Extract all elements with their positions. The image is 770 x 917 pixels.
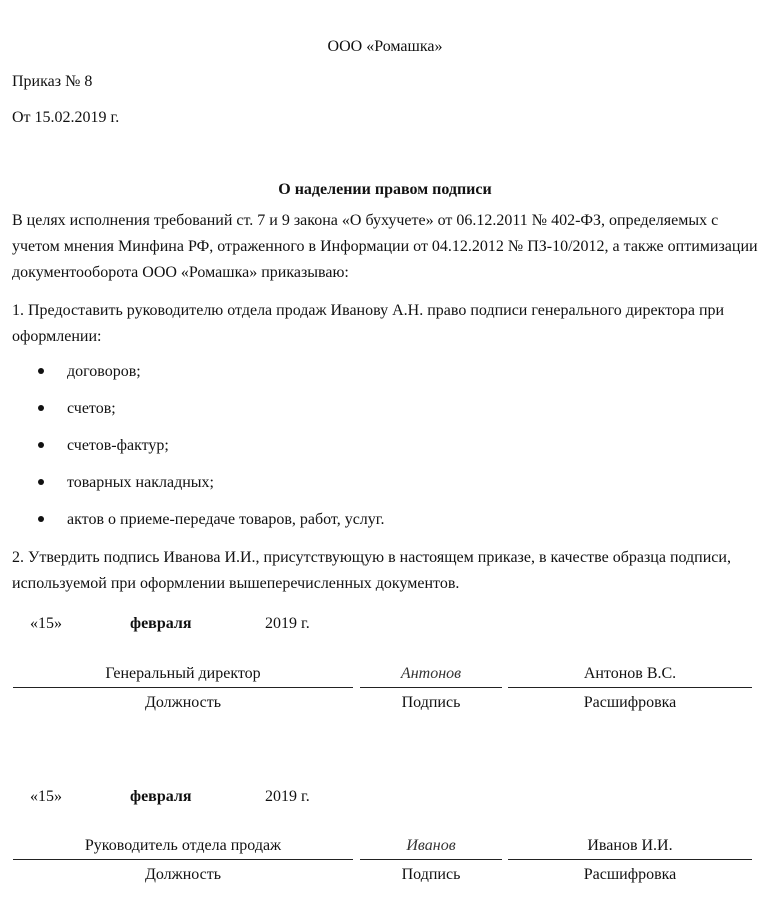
signature-underline bbox=[360, 859, 502, 860]
list-item-text: счетов-фактур; bbox=[67, 437, 169, 454]
signature-date-row bbox=[0, 614, 770, 638]
signer-name: Антонов В.С. bbox=[583, 665, 677, 682]
position-underline bbox=[13, 687, 353, 688]
position-underline bbox=[13, 859, 353, 860]
decryption-underline bbox=[508, 687, 752, 688]
signature-date-row bbox=[0, 787, 770, 811]
company-name: ООО «Ромашка» bbox=[327, 38, 443, 55]
signer-name: Иванов И.И. bbox=[587, 837, 673, 854]
date-month: февраля bbox=[130, 615, 192, 632]
signature-caption: Подпись bbox=[401, 694, 461, 711]
bullet-icon bbox=[38, 479, 44, 485]
signer-position: Руководитель отдела продаж bbox=[84, 837, 282, 854]
bullet-icon bbox=[38, 405, 44, 411]
date-day: «15» bbox=[30, 615, 62, 632]
document-types-list bbox=[38, 360, 385, 545]
preamble-paragraph: В целях исполнения требований ст. 7 и 9 закона «О бухучете» от 06.12.2011 № 402-ФЗ, определяемых с учетом мнения Минфина РФ, отраженного в Информации от 04.12.2012 № ПЗ-10/2012, а также оптимизации документооборота ООО «Ромашка» приказываю: bbox=[12, 212, 758, 281]
list-item bbox=[38, 508, 385, 545]
document-title: О наделении правом подписи bbox=[278, 181, 492, 198]
position-caption: Должность bbox=[144, 694, 222, 711]
handwritten-signature: Иванов bbox=[406, 837, 456, 854]
list-item-text: договоров; bbox=[67, 363, 141, 380]
decryption-underline bbox=[508, 859, 752, 860]
bullet-icon bbox=[38, 368, 44, 374]
sales-head-signature-block bbox=[0, 836, 770, 896]
signer-position: Генеральный директор bbox=[105, 665, 261, 682]
item-1-paragraph: 1. Предоставить руководителю отдела продаж Иванову А.Н. право подписи генерального директора при оформлении: bbox=[12, 302, 725, 345]
list-item-text: актов о приеме-передаче товаров, работ, услуг. bbox=[67, 511, 385, 528]
signature-caption: Подпись bbox=[401, 866, 461, 883]
date-year: 2019 г. bbox=[265, 788, 310, 805]
position-caption: Должность bbox=[144, 866, 222, 883]
list-item bbox=[38, 360, 385, 397]
decryption-caption: Расшифровка bbox=[583, 694, 677, 711]
order-date: От 15.02.2019 г. bbox=[12, 109, 120, 126]
list-item bbox=[38, 397, 385, 434]
list-item-text: счетов; bbox=[67, 400, 116, 417]
date-month: февраля bbox=[130, 788, 192, 805]
list-item bbox=[38, 471, 385, 508]
bullet-icon bbox=[38, 516, 44, 522]
director-signature-block bbox=[0, 664, 770, 724]
date-year: 2019 г. bbox=[265, 615, 310, 632]
list-item bbox=[38, 434, 385, 471]
signature-underline bbox=[360, 687, 502, 688]
list-item-text: товарных накладных; bbox=[67, 474, 214, 491]
bullet-icon bbox=[38, 442, 44, 448]
decryption-caption: Расшифровка bbox=[583, 866, 677, 883]
handwritten-signature: Антонов bbox=[400, 665, 462, 682]
item-2-paragraph: 2. Утвердить подпись Иванова И.И., присутствующую в настоящем приказе, в качестве образца подписи, используемой при оформлении вышеперечисленных документов. bbox=[12, 549, 731, 592]
order-number: Приказ № 8 bbox=[12, 73, 93, 90]
date-day: «15» bbox=[30, 788, 62, 805]
